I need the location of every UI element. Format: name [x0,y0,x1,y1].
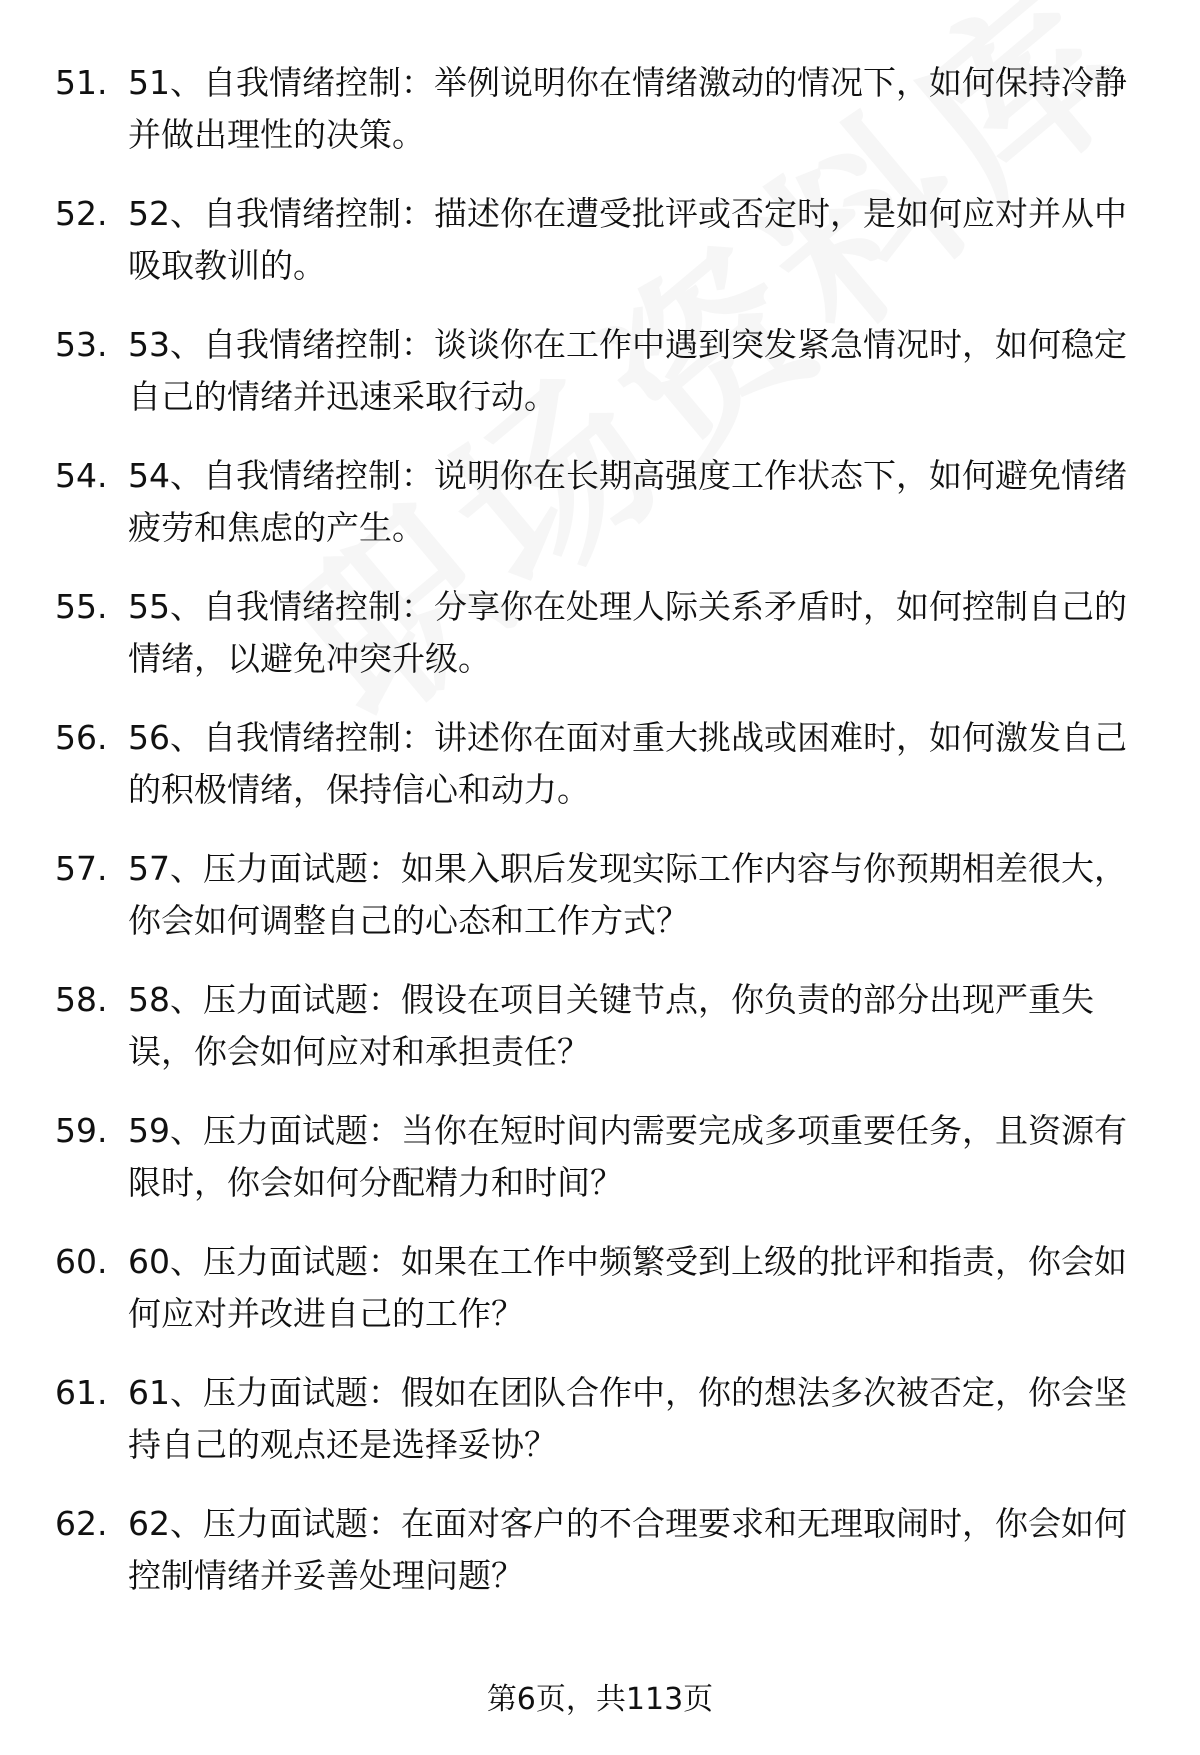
question-item [0,1236,1200,1367]
question-number: 53. [55,325,108,364]
question-number: 56. [55,718,108,757]
question-text: 61、压力面试题：假如在团队合作中，你的想法多次被否定，你会坚持自己的观点还是选择妥协？ [128,1373,1127,1464]
question-item [0,974,1200,1105]
question-item [0,450,1200,581]
question-text: 56、自我情绪控制：讲述你在面对重大挑战或困难时，如何激发自己的积极情绪，保持信心和动力。 [128,718,1127,809]
question-number: 57. [55,849,108,888]
question-text: 60、压力面试题：如果在工作中频繁受到上级的批评和指责，你会如何应对并改进自己的工作？ [128,1242,1127,1333]
question-text: 51、自我情绪控制：举例说明你在情绪激动的情况下，如何保持冷静并做出理性的决策。 [128,63,1127,154]
question-number: 59. [55,1111,108,1150]
question-item [0,1498,1200,1629]
question-item [0,188,1200,319]
question-text: 62、压力面试题：在面对客户的不合理要求和无理取闹时，你会如何控制情绪并妥善处理问题？ [128,1504,1127,1595]
question-text: 52、自我情绪控制：描述你在遭受批评或否定时，是如何应对并从中吸取教训的。 [128,194,1127,285]
page-footer: 第6页，共113页 [486,1682,714,1717]
question-item [0,1367,1200,1498]
question-number: 54. [55,456,108,495]
question-number: 62. [55,1504,108,1543]
question-item [0,712,1200,843]
question-number: 61. [55,1373,108,1412]
question-number: 55. [55,587,108,626]
question-item [0,1105,1200,1236]
question-number: 60. [55,1242,108,1281]
question-list [0,57,1200,1629]
question-item [0,843,1200,974]
question-text: 59、压力面试题：当你在短时间内需要完成多项重要任务，且资源有限时，你会如何分配精力和时间？ [128,1111,1127,1202]
question-text: 58、压力面试题：假设在项目关键节点，你负责的部分出现严重失误，你会如何应对和承担责任？ [128,980,1094,1071]
question-item [0,319,1200,450]
question-number: 58. [55,980,108,1019]
question-number: 52. [55,194,108,233]
question-text: 54、自我情绪控制：说明你在长期高强度工作状态下，如何避免情绪疲劳和焦虑的产生。 [128,456,1127,547]
question-item [0,57,1200,188]
question-number: 51. [55,63,108,102]
question-item [0,581,1200,712]
question-text: 53、自我情绪控制：谈谈你在工作中遇到突发紧急情况时，如何稳定自己的情绪并迅速采取行动。 [128,325,1127,416]
question-text: 55、自我情绪控制：分享你在处理人际关系矛盾时，如何控制自己的情绪，以避免冲突升级。 [128,587,1127,678]
question-text: 57、压力面试题：如果入职后发现实际工作内容与你预期相差很大，你会如何调整自己的心态和工作方式？ [128,849,1127,940]
